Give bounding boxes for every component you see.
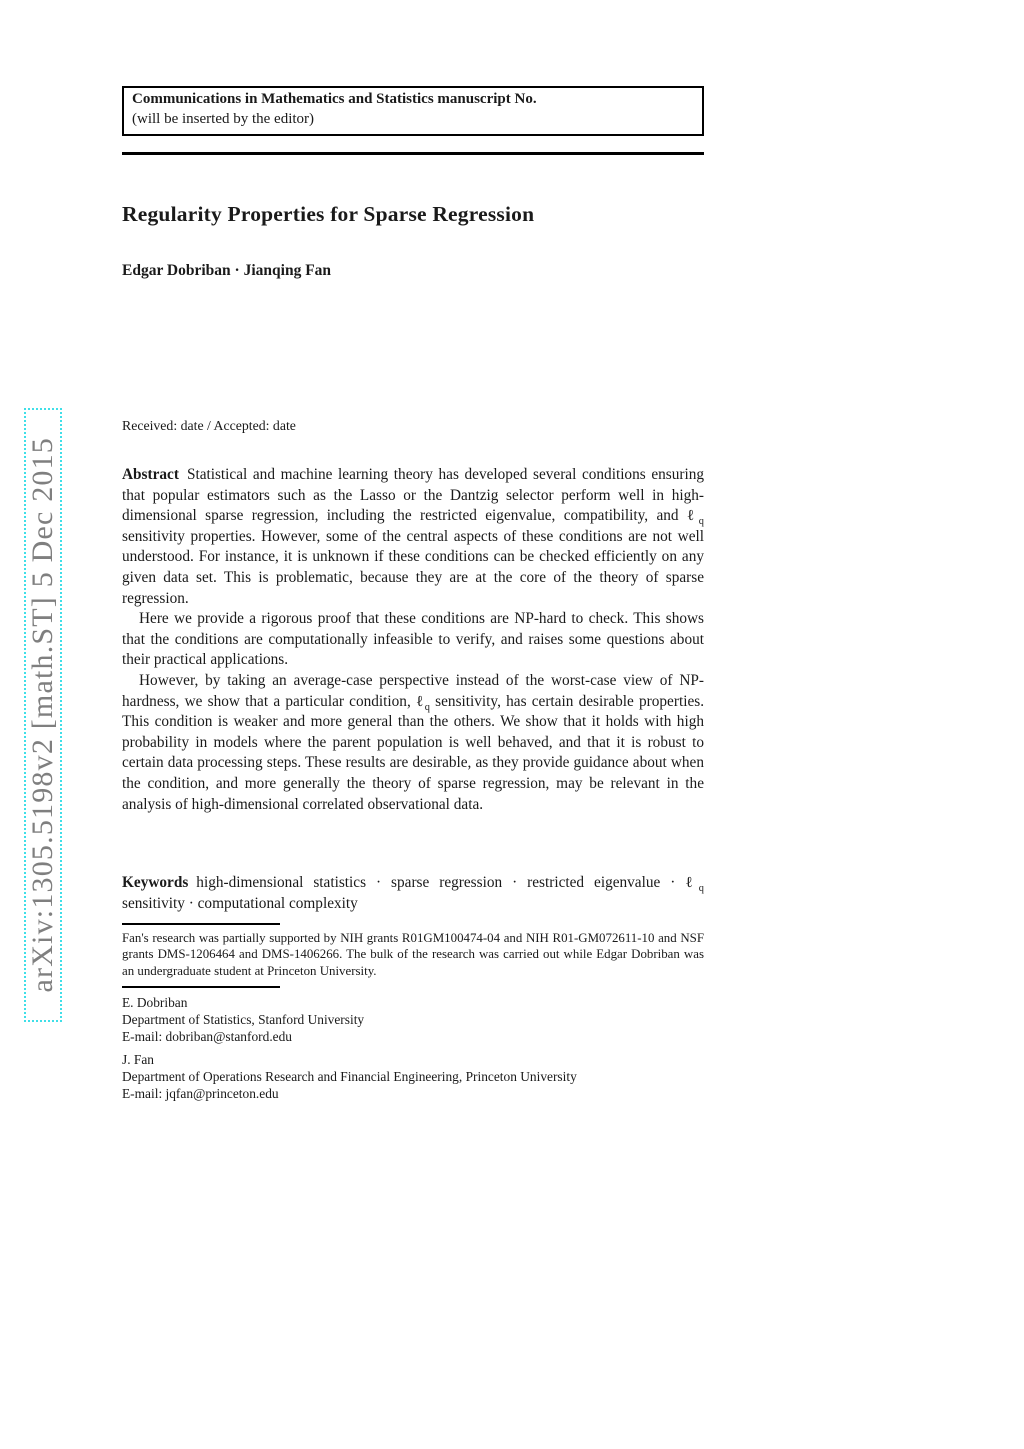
abstract-paragraph-3: However, by taking an average-case perspective instead of the worst-case view of NP-hardness, we show that a particular condition, ℓ$_q$ sensitivity, has certain desirable properties. This condition is weaker and more general than the others. We show that it holds with high probability in models where the parent population is well behaved, and that it is robust to certain data processing steps. These results are desirable, as they provide guidance about when the condition, and more generally the theory of sparse regression, may be relevant in the analysis of high-dimensional correlated observational data. bbox=[122, 671, 705, 813]
address-email: E-mail: jqfan@princeton.edu bbox=[122, 1086, 279, 1102]
paper-title: Regularity Properties for Sparse Regression bbox=[122, 202, 535, 226]
author-address-fan bbox=[122, 1051, 704, 1103]
funding-footnote: Fan's research was partially supported by NIH grants R01GM100474-04 and NIH R01-GM072611-10 and NSF grants DMS-1206464 and DMS-1406266. The bulk of the research was carried out while Edgar Dobriban was an undergraduate student at Princeton University. bbox=[122, 931, 704, 978]
address-name: E. Dobriban bbox=[122, 995, 188, 1010]
received-accepted-line: Received: date / Accepted: date bbox=[122, 418, 296, 433]
address-affiliation: Department of Operations Research and Financial Engineering, Princeton University bbox=[122, 1069, 577, 1085]
address-name: J. Fan bbox=[122, 1052, 154, 1067]
journal-name: Communications in Mathematics and Statistics manuscript No. bbox=[132, 91, 537, 107]
authors-line: Edgar Dobriban · Jianqing Fan bbox=[122, 262, 332, 279]
abstract-paragraph-1: Abstract Statistical and machine learning theory has developed several conditions ensuring that popular estimators such as the Lasso or the Dantzig selector perform well in high-dimensional sparse regression, including the restricted eigenvalue, compatibility, and ℓ$_q$ sensitivity properties. However, some of the central aspects of these conditions are not well understood. For instance, it is unknown if these conditions can be checked efficiently on any given data set. This is problematic, because they are at the core of the theory of sparse regression. bbox=[122, 466, 704, 607]
manuscript-header-box bbox=[122, 86, 704, 136]
abstract-section bbox=[122, 465, 704, 815]
address-rule bbox=[122, 986, 280, 988]
keywords-line: Keywords high-dimensional statistics · sparse regression · restricted eigenvalue · ℓ$_q$ sensitivity · computational complexity bbox=[122, 874, 704, 912]
address-email: E-mail: dobriban@stanford.edu bbox=[122, 1029, 292, 1045]
address-affiliation: Department of Statistics, Stanford University bbox=[122, 1012, 365, 1028]
footnote-rule bbox=[122, 923, 280, 925]
paper-content-column bbox=[122, 0, 704, 1449]
header-divider-rule bbox=[122, 152, 704, 155]
abstract-paragraph-2: Here we provide a rigorous proof that these conditions are NP-hard to check. This shows that the conditions are computationally infeasible to verify, and raises some questions about their practical applications. bbox=[122, 610, 704, 669]
arxiv-watermark-text: arXiv:1305.5198v2 [math.ST] 5 Dec 2015 bbox=[26, 437, 59, 993]
arxiv-watermark bbox=[24, 408, 62, 1022]
author-address-dobriban bbox=[122, 994, 704, 1046]
editor-note: (will be inserted by the editor) bbox=[132, 110, 315, 127]
